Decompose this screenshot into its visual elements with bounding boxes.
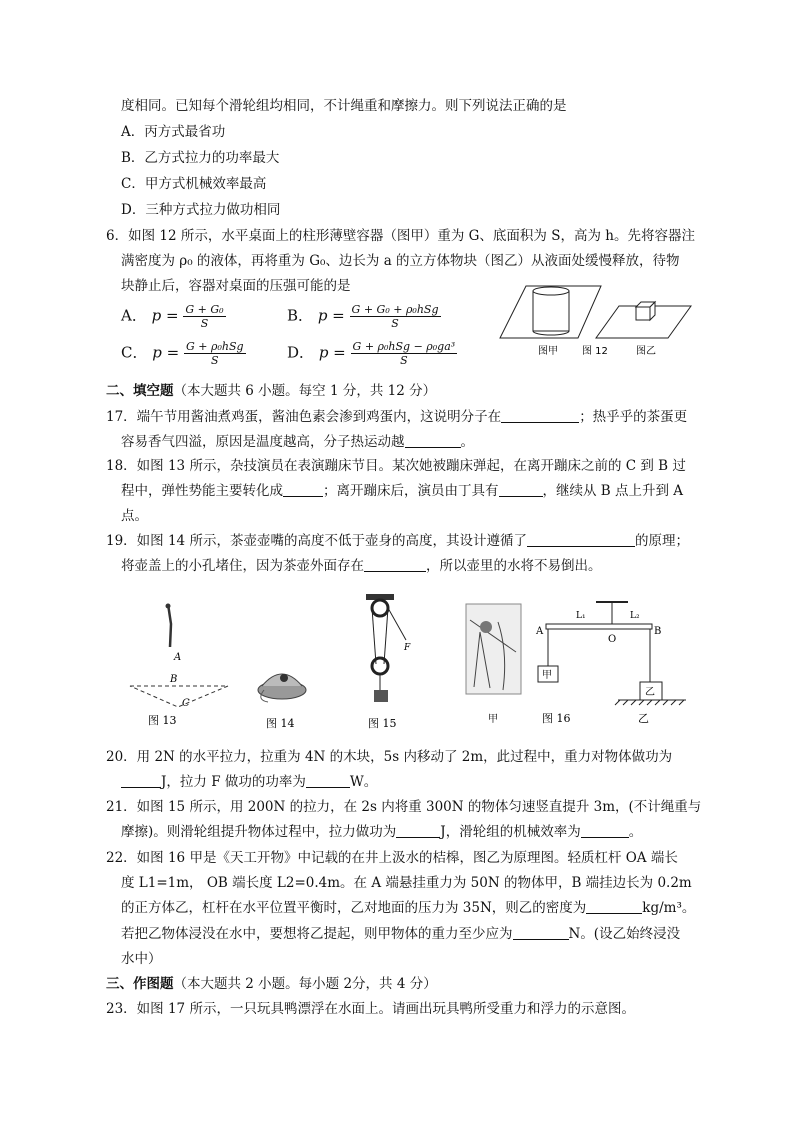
- figure-16-caption: 图 16: [542, 712, 571, 725]
- q16-line: 度相同。已知每个滑轮组均相同，不计绳重和摩擦力。则下列说法正确的是: [121, 98, 567, 114]
- figure-13-trampoline: [130, 604, 228, 728]
- answer-blank: [121, 773, 161, 788]
- figure-12-container-and-cube: [496, 278, 696, 360]
- q22-line1: 22．如图 16 甲是《天工开物》中记载的在井上汲水的桔槔，图乙为原理图。轻质杠杆 OA 端长: [106, 850, 678, 866]
- figure-row-13-16: [118, 592, 718, 737]
- q6-line2: 满密度为 ρ₀ 的液体，再将重为 G₀、边长为 a 的立方体物块（图乙）从液面处缓慢释放，待物: [121, 253, 680, 269]
- q20-line2: J，拉力 F 做功的功率为 W。: [121, 773, 377, 791]
- q6-option-b-formula: $\frac{\text{G + G₀ + ρ₀hSg}}{S}$: [351, 303, 439, 330]
- svg-text:O: O: [608, 634, 617, 645]
- section-2-heading: 二、填空题（本大题共 6 小题。每空 1 分，共 12 分）: [106, 383, 437, 399]
- section-3-heading: 三、作图题（本大题共 2 小题。每小题 2分，共 4 分）: [106, 976, 437, 992]
- figure-16-well-sweep-illustration: [466, 604, 521, 725]
- figure-12-caption-jia: 图甲: [538, 346, 558, 357]
- answer-blank: [513, 925, 569, 940]
- q6-line1: 6．如图 12 所示，水平桌面上的柱形薄壁容器（图甲）重为 G、底面积为 S，高为 h。先将容器注: [106, 228, 695, 244]
- q18-line3: 点。: [121, 508, 148, 524]
- q6-option-c: C． p = $\frac{\text{G + ρ₀hSg}}{S}$: [121, 340, 244, 367]
- figure-12-caption: 图 12: [582, 346, 608, 357]
- q22-line5: 水中）: [121, 951, 162, 967]
- answer-blank: [306, 773, 350, 788]
- q20-line1: 20．用 2N 的水平拉力，拉重为 4N 的木块，5s 内移动了 2m，此过程中，重力对物体做功为: [106, 749, 673, 765]
- q6-option-a-formula: $\frac{\text{G + G₀}}{S}$: [185, 303, 224, 330]
- q22-line4: 若把乙物体浸没在水中，要想将乙提起，则甲物体的重力至少应为 N。(设乙始终浸没: [121, 926, 681, 942]
- answer-blank: [499, 482, 543, 497]
- figure-13-caption: 图 13: [148, 714, 177, 727]
- answer-blank: [586, 899, 642, 914]
- figure-14-caption: 图 14: [266, 717, 295, 730]
- figure-15-caption: 图 15: [368, 717, 397, 730]
- q23-line1: 23．如图 17 所示，一只玩具鸭漂浮在水面上。请画出玩具鸭所受重力和浮力的示意图。: [106, 1001, 635, 1017]
- svg-text:A: A: [174, 652, 182, 663]
- svg-text:L₁: L₁: [576, 611, 586, 621]
- figure-16-lever-diagram: [535, 602, 686, 725]
- q19-line2: 将壶盖上的小孔堵住，因为茶壶外面存在 ，所以壶里的水将不易倒出。: [121, 558, 602, 574]
- q16-option-c: C．甲方式机械效率最高: [121, 176, 267, 192]
- figure-15-pulley: [366, 594, 411, 730]
- svg-text:甲: 甲: [542, 670, 552, 681]
- answer-blank: [527, 532, 635, 547]
- svg-text:乙: 乙: [638, 712, 649, 725]
- svg-text:L₂: L₂: [630, 611, 640, 621]
- q6-option-d-formula: $\frac{\text{G + ρ₀hSg − ρ₀ga³}}{S}$: [352, 340, 456, 367]
- q22-line3: 的正方体乙，杠杆在水平位置平衡时，乙对地面的压力为 35N，则乙的密度为 kg/m³。: [121, 900, 696, 916]
- answer-blank: [396, 823, 440, 838]
- q21-line1: 21．如图 15 所示，用 200N 的拉力，在 2s 内将重 300N 的物体匀速竖直提升 3m，(不计绳重与: [106, 799, 702, 815]
- svg-text:B: B: [654, 626, 662, 637]
- q6-line3: 块静止后，容器对桌面的压强可能的是: [121, 278, 351, 294]
- q21-line2: 摩擦)。则滑轮组提升物体过程中，拉力做功为 J，滑轮组的机械效率为 。: [121, 824, 643, 840]
- answer-blank: [501, 408, 579, 423]
- q16-option-b: B．乙方式拉力的功率最大: [121, 150, 280, 166]
- svg-text:F: F: [404, 643, 411, 653]
- q18-line1: 18．如图 13 所示，杂技演员在表演蹦床节目。某次她被蹦床弹起，在离开蹦床之前的 C 到 B 过: [106, 458, 686, 474]
- svg-text:C: C: [182, 698, 190, 709]
- answer-blank: [405, 433, 461, 448]
- svg-text:B: B: [170, 674, 178, 685]
- svg-text:乙: 乙: [645, 687, 655, 698]
- answer-blank: [364, 557, 426, 572]
- q17-line1: 17．端午节用酱油煮鸡蛋，酱油色素会渗到鸡蛋内，这说明分子在 ；热乎乎的茶蛋更: [106, 409, 688, 425]
- q18-line2: 程中，弹性势能主要转化成 ；离开蹦床后，演员由丁具有 ，继续从 B 点上升到 A: [121, 483, 684, 499]
- figure-12-caption-yi: 图乙: [636, 346, 656, 357]
- q17-line2: 容易香气四溢，原因是温度越高，分子热运动越 。: [121, 434, 474, 450]
- answer-blank: [581, 823, 629, 838]
- svg-text:甲: 甲: [488, 714, 498, 725]
- q16-option-d: D．三种方式拉力做功相同: [121, 202, 281, 218]
- q19-line1: 19．如图 14 所示，茶壶壶嘴的高度不低于壶身的高度，其设计遵循了 的原理；: [106, 533, 689, 549]
- q6-option-d: D． p = $\frac{\text{G + ρ₀hSg − ρ₀ga³}}{S}$: [287, 340, 456, 367]
- answer-blank: [283, 482, 323, 497]
- q6-option-a: A． p = $\frac{\text{G + G₀}}{S}$: [121, 303, 224, 330]
- svg-text:A: A: [536, 626, 544, 637]
- q6-option-c-formula: $\frac{\text{G + ρ₀hSg}}{S}$: [186, 340, 244, 367]
- q6-option-b: B． p = $\frac{\text{G + G₀ + ρ₀hSg}}{S}$: [287, 303, 439, 330]
- q16-option-a: A．丙方式最省功: [121, 124, 226, 140]
- q22-line2: 度 L1=1m， OB 端长度 L2=0.4m。在 A 端悬挂重力为 50N 的物体甲，B 端挂边长为 0.2m: [121, 875, 692, 891]
- figure-14-teapot: [258, 674, 306, 730]
